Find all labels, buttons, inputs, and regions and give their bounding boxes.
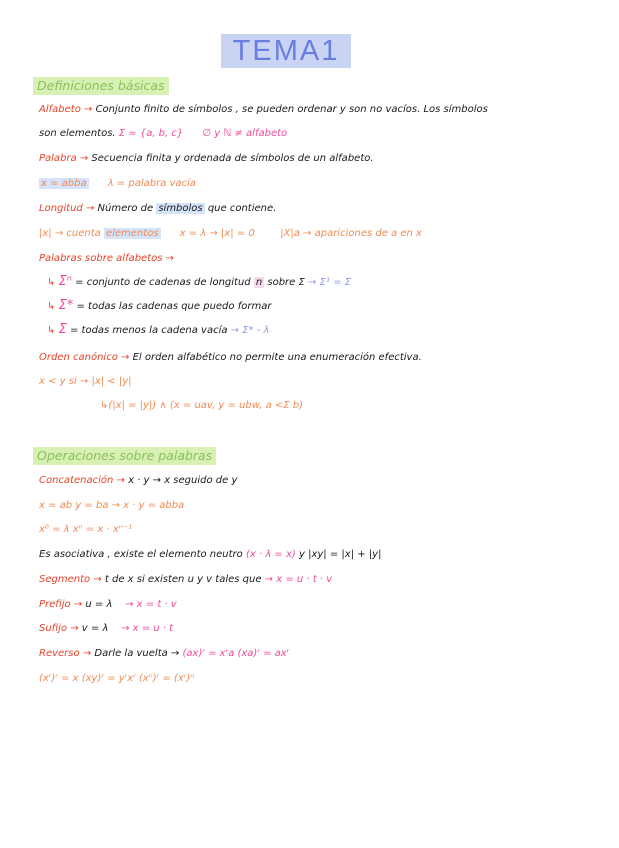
alfabeto-set: Σ = {a, b, c} [118,128,184,139]
concatenacion-example: x = ab y = ba → x · y = abba [39,500,185,511]
section-operations: Operaciones sobre palabras [33,447,216,465]
line-sufijo [39,622,173,636]
line-longitud [39,202,276,216]
asociativa-neutro: (x · λ = x) [245,549,296,560]
line-alfabeto-2 [39,127,287,141]
longitud-text-2: que contiene. [207,203,277,214]
line-concatenacion [39,474,237,488]
line-asociativa [39,548,381,562]
sub-arrow-icon: ↳ [47,301,59,312]
concatenacion-definition: x · y → x seguido de y [128,475,238,486]
reverso-result: (ax)ʳ = xʳa (xa)ʳ = axʳ [182,648,290,659]
sigma-plus-symbol: Σ [58,322,67,337]
arrow-icon: → [84,104,96,115]
line-palabra [39,152,374,166]
line-sigma-plus [47,323,269,338]
arrow-icon: → [121,352,133,363]
arrow-icon: → [70,623,82,634]
arrow-icon: → [79,153,92,164]
asociativa-text: Es asociativa , existe el elemento neutro [39,549,243,560]
sub-arrow-icon: ↳ [47,325,59,336]
line-palabra-ex [39,177,196,191]
longitud-text-1: Número de [97,203,154,214]
longitud-example-1-hl: elementos [105,228,159,239]
segmento-definition: t de x si existen u y v tales que [104,574,262,585]
term-concatenacion: Concatenación [39,475,114,486]
sigma-n-symbol: Σⁿ [58,274,72,289]
sigma-n-result: → Σ¹ = Σ [308,277,351,288]
palabra-empty: λ = palabra vacía [107,178,196,189]
line-orden-ex-2 [100,399,303,413]
term-palabra: Palabra [39,153,77,164]
sub-arrow-icon: ↳ [47,277,59,288]
arrow-icon: → [116,475,129,486]
line-orden-ex-1 [39,375,132,389]
line-orden [39,351,422,365]
reverso-example: (xʳ)ʳ = x (xy)ʳ = yʳxʳ (xⁿ)ʳ = (xʳ)ⁿ [39,673,195,684]
line-segmento [39,573,332,587]
alfabeto-definition-2: son elementos. [39,128,116,139]
prefijo-definition: u = λ [85,599,113,610]
term-sufijo: Sufijo [39,623,68,634]
longitud-highlight: símbolos [158,203,203,214]
longitud-example-3: |X|a → apariciones de a en x [280,228,422,239]
line-palabras-sobre-alfabetos [39,252,174,266]
sigma-star-text: = todas las cadenas que puedo formar [76,301,272,312]
term-reverso: Reverso [39,648,80,659]
section-basic-definitions: Definiciones básicas [33,77,169,95]
sigma-n-text: = conjunto de cadenas de longitud [75,277,251,288]
palabra-definition: Secuencia finita y ordenada de símbolos de un alfabeto. [91,153,374,164]
sigma-n-highlight: n [255,277,263,288]
reverso-definition: Darle la vuelta → [94,648,180,659]
prefijo-result: → x = t · v [125,599,177,610]
line-sigma-star [47,299,271,314]
line-sigma-n [47,275,351,290]
orden-example-2: ↳(|x| = |y|) ∧ (x = uav, y = ubw, a <Σ b) [100,400,304,411]
term-orden-canonico: Orden canónico [39,352,118,363]
concatenacion-power: x⁰ = λ xⁿ = x · xⁿ⁻¹ [39,524,133,535]
term-alfabeto: Alfabeto [39,104,81,115]
term-longitud: Longitud [39,203,83,214]
line-longitud-ex [39,227,422,241]
sigma-plus-text: = todas menos la cadena vacía [69,325,228,336]
orden-example-1: x < y si → |x| < |y| [39,376,132,387]
term-segmento: Segmento [39,574,91,585]
line-concat-pow [39,523,132,537]
segmento-result: → x = u · t · v [264,574,333,585]
arrow-icon: → [85,203,98,214]
line-reverso [39,647,289,661]
asociativa-length: y |xy| = |x| + |y| [299,549,382,560]
term-palabras-sobre-alfabetos: Palabras sobre alfabetos → [39,253,175,264]
longitud-example-1: |x| → cuenta [39,228,101,239]
sufijo-result: → x = u · t [121,623,174,634]
arrow-icon: → [73,599,86,610]
term-prefijo: Prefijo [39,599,71,610]
sigma-plus-result: → Σ* - λ [230,325,270,336]
sigma-n-text-2: sobre Σ [267,277,305,288]
alfabeto-definition: Conjunto finito de símbolos , se pueden ordenar y son no vacíos. Los símbolos [95,104,488,115]
line-reverso-ex [39,672,194,686]
page-title: TEMA1 [221,34,351,68]
sigma-star-symbol: Σ* [58,298,74,313]
alfabeto-note: ∅ y ℕ ≠ alfabeto [202,128,288,139]
line-concat-ex [39,499,184,513]
orden-definition: El orden alfabético no permite una enumeración efectiva. [132,352,422,363]
line-alfabeto [39,103,488,117]
arrow-icon: → [82,648,95,659]
palabra-example: x = abba [41,178,87,189]
longitud-example-2: x = λ → |x| = 0 [179,228,255,239]
sufijo-definition: v = λ [81,623,109,634]
arrow-icon: → [93,574,105,585]
line-prefijo [39,598,177,612]
